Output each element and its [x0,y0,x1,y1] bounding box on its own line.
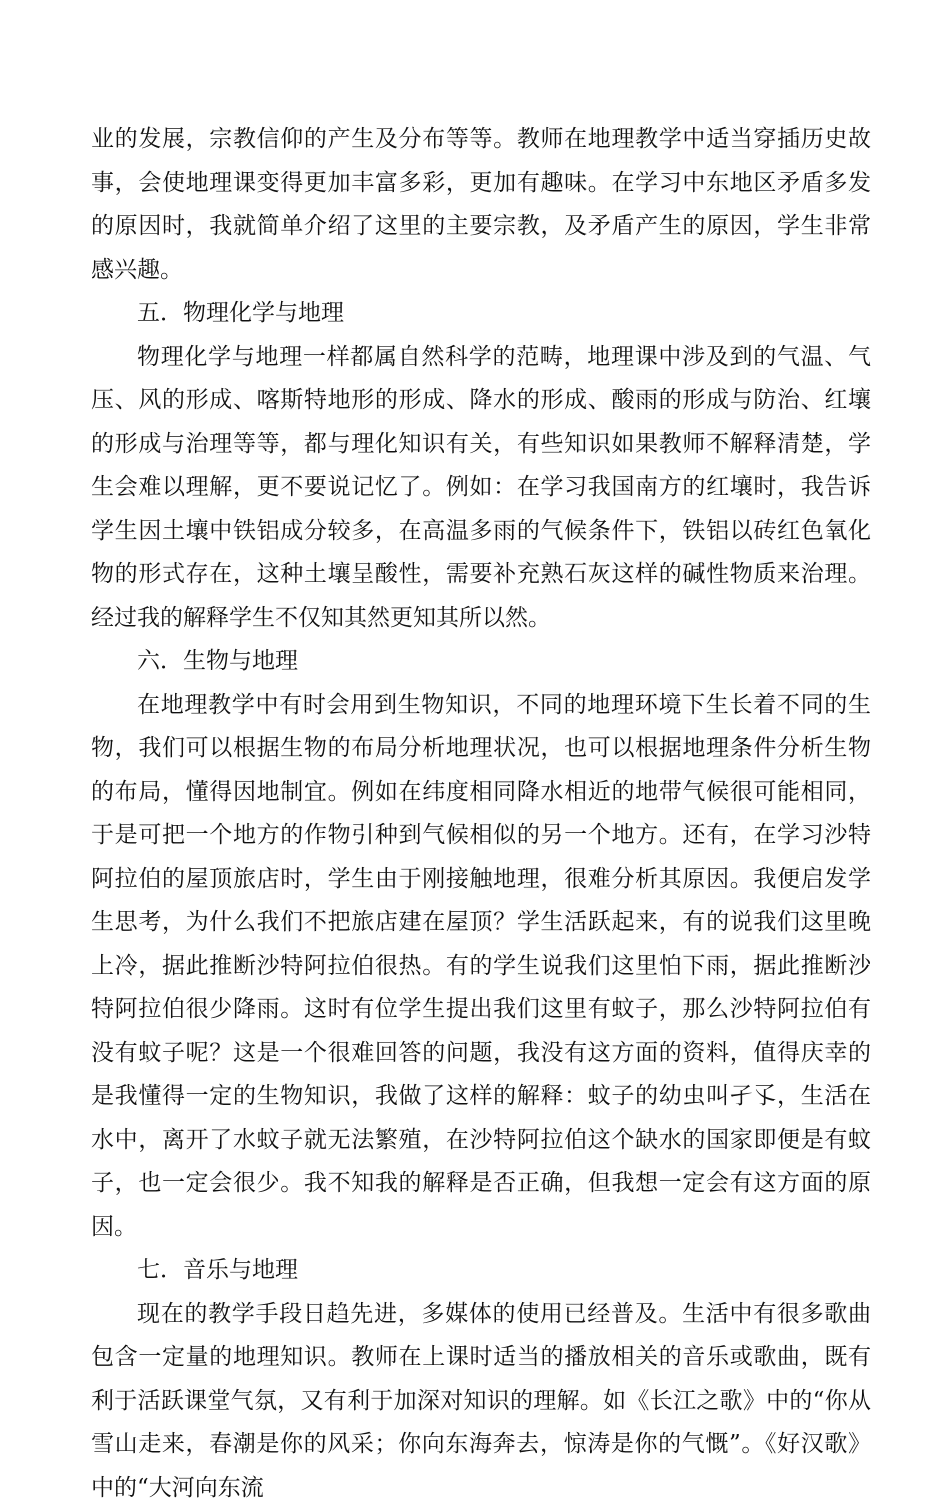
document-body [91,118,871,1510]
section-heading-biology: 六．生物与地理 [91,640,871,684]
paragraph-physics-chemistry: 物理化学与地理一样都属自然科学的范畴，地理课中涉及到的气温、气压、风的形成、喀斯特地形的形成、降水的形成、酸雨的形成与防治、红壤的形成与治理等等，都与理化知识有关，有些知识如果教师不解释清楚，学生会难以理解，更不要说记忆了。例如：在学习我国南方的红壤时，我告诉学生因土壤中铁铝成分较多，在高温多雨的气候条件下，铁铝以砖红色氧化物的形式存在，这种土壤呈酸性，需要补充熟石灰这样的碱性物质来治理。经过我的解释学生不仅知其然更知其所以然。 [91,336,871,641]
paragraph-music: 现在的教学手段日趋先进，多媒体的使用已经普及。生活中有很多歌曲包含一定量的地理知识。教师在上课时适当的播放相关的音乐或歌曲，既有利于活跃课堂气氛，又有利于加深对知识的理解。如《长江之歌》中的“你从雪山走来，春潮是你的风采；你向东海奔去，惊涛是你的气慨”。《好汉歌》中的“大河向东流 [91,1293,871,1510]
section-heading-physics-chemistry: 五．物理化学与地理 [91,292,871,336]
section-heading-music: 七．音乐与地理 [91,1249,871,1293]
paragraph-biology: 在地理教学中有时会用到生物知识，不同的地理环境下生长着不同的生物，我们可以根据生物的布局分析地理状况，也可以根据地理条件分析生物的布局，懂得因地制宜。例如在纬度相同降水相近的地带气候很可能相同，于是可把一个地方的作物引种到气候相似的另一个地方。还有，在学习沙特阿拉伯的屋顶旅店时，学生由于刚接触地理，很难分析其原因。我便启发学生思考，为什么我们不把旅店建在屋顶？学生活跃起来，有的说我们这里晚上冷，据此推断沙特阿拉伯很热。有的学生说我们这里怕下雨，据此推断沙特阿拉伯很少降雨。这时有位学生提出我们这里有蚊子，那么沙特阿拉伯有没有蚊子呢？这是一个很难回答的问题，我没有这方面的资料，值得庆幸的是我懂得一定的生物知识，我做了这样的解释：蚊子的幼虫叫孑孓，生活在水中，离开了水蚊子就无法繁殖，在沙特阿拉伯这个缺水的国家即便是有蚊子，也一定会很少。我不知我的解释是否正确，但我想一定会有这方面的原因。 [91,684,871,1250]
paragraph-history-continued: 业的发展，宗教信仰的产生及分布等等。教师在地理教学中适当穿插历史故事，会使地理课变得更加丰富多彩，更加有趣味。在学习中东地区矛盾多发的原因时，我就简单介绍了这里的主要宗教，及矛盾产生的原因，学生非常感兴趣。 [91,118,871,292]
